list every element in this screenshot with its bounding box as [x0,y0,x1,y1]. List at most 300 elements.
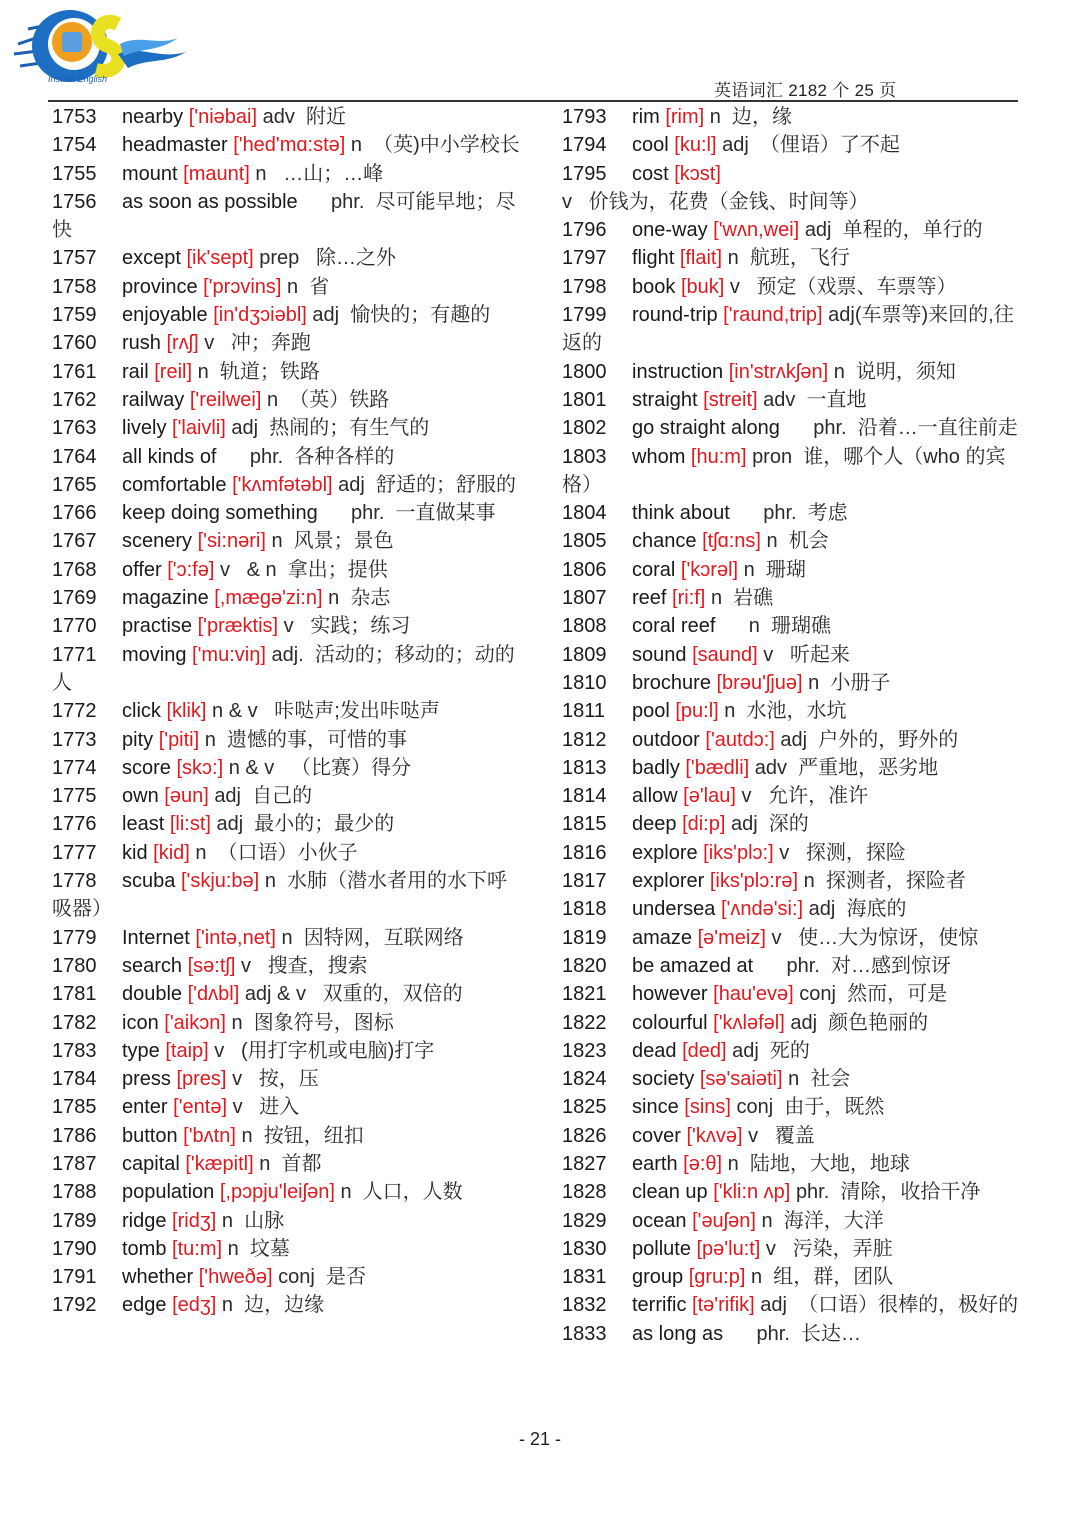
entry-word: magazine [122,587,209,610]
entry-phonetic: ['præktis] [197,615,279,638]
vocab-entry [52,612,522,640]
entry-word: nearby [122,106,184,128]
entry-number: 1788 [52,1181,97,1204]
entry-word: least [122,813,165,836]
entry-word: double [122,983,183,1006]
vocab-entry [562,1263,1032,1291]
entry-definition: adj （口语）很棒的，极好的 [760,1294,1019,1317]
entry-number: 1821 [562,983,607,1006]
entry-definition: n 边，缘 [709,106,793,128]
entry-definition: adj 自己的 [214,785,313,808]
entry-word: edge [122,1294,167,1317]
entry-word: whom [632,445,686,468]
vocab-entry [562,1150,1032,1178]
entry-word: province [122,275,198,298]
entry-definition: adj(车票等)来回的,往返的 [562,304,1014,355]
entry-phonetic: [sins] [684,1096,731,1119]
vocab-entry [562,697,1032,725]
entry-phonetic: ['kli:n ʌp] [713,1181,791,1204]
entry-number: 1806 [562,558,607,581]
entry-definition: n & v （比赛）得分 [228,756,411,779]
entry-word: badly [632,756,680,779]
entry-definition: adj 死的 [732,1039,810,1062]
entry-word: round-trip [632,304,718,327]
entry-definition: n …山；…峰 [255,162,384,185]
entry-word: tomb [122,1237,167,1260]
entry-definition: v 听起来 [763,643,850,666]
entry-number: 1829 [562,1209,607,1232]
entry-number: 1778 [52,870,97,893]
entry-number: 1753 [52,106,97,128]
entry-number: 1784 [52,1068,97,1091]
vocab-entry [562,1037,1032,1065]
entry-word: comfortable [122,473,227,496]
vocab-entry [562,726,1032,754]
entry-number: 1798 [562,275,607,298]
vocab-entry [562,131,1032,159]
vocab-entry [562,443,1032,500]
entry-number: 1773 [52,728,97,751]
entry-number: 1822 [562,1011,607,1034]
entry-word: dead [632,1039,677,1062]
entry-word: rail [122,360,149,383]
vocab-entry [52,273,522,301]
entry-phonetic: [streit] [703,388,758,411]
vocab-entry [52,924,522,952]
entry-word: coral [632,558,676,581]
entry-word: mount [122,162,178,185]
entry-number: 1826 [562,1124,607,1147]
entry-definition: adj 户外的，野外的 [780,728,959,751]
entry-word: group [632,1266,684,1289]
entry-word: book [632,275,676,298]
entry-definition: n 杂志 [328,587,391,610]
entry-phonetic: [ə'meiz] [697,926,766,949]
entry-number: 1782 [52,1011,97,1034]
entry-definition: n 珊瑚 [743,558,806,581]
vocab-entry [52,1037,522,1065]
vocab-entry [562,952,1032,980]
entry-word: terrific [632,1294,687,1317]
entry-number: 1757 [52,247,97,270]
entry-phonetic: [in'dʒɔiəbl] [213,304,307,327]
entry-word: kid [122,841,148,864]
entry-number: 1828 [562,1181,607,1204]
entry-definition: adj 愉快的；有趣的 [312,304,491,327]
entry-word: icon [122,1011,159,1034]
vocab-entry [562,1235,1032,1263]
svg-text:Instant English: Instant English [48,74,108,84]
entry-word: offer [122,558,162,581]
entry-word: outdoor [632,728,700,751]
entry-word: sound [632,643,687,666]
vocab-entry [52,980,522,1008]
vocab-entry [562,244,1032,272]
entry-definition: v 探测，探险 [779,841,906,864]
vocab-entry [52,584,522,612]
entry-number: 1831 [562,1266,607,1289]
vocab-entry [52,782,522,810]
entry-phonetic: [taip] [165,1039,209,1062]
entry-word: click [122,700,161,723]
vocab-entry [52,952,522,980]
entry-word: as long as [632,1322,724,1345]
entry-definition: n 水肺（潜水者用的水下呼吸器） [52,870,508,921]
entry-number: 1823 [562,1039,607,1062]
entry-phonetic: [ri:f] [672,587,706,610]
entry-phonetic: ['wʌn,wei] [713,219,800,242]
entry-definition: n 首都 [259,1152,322,1175]
entry-word: cover [632,1124,681,1147]
vocab-entry [52,726,522,754]
entry-number: 1791 [52,1266,97,1289]
entry-definition: n 说明，须知 [833,360,956,383]
entry-word: all kinds of [122,445,217,468]
entry-definition: v 价钱为，花费（金钱、时间等） [562,190,869,213]
entry-phonetic: [rim] [665,106,705,128]
entry-number: 1789 [52,1209,97,1232]
entry-number: 1762 [52,388,97,411]
vocab-column-left [52,103,522,1320]
entry-word: cost [632,162,669,185]
entry-definition: n 轨道；铁路 [197,360,320,383]
vocab-entry [52,499,522,527]
entry-definition: pron 谁，哪个人（who 的宾格） [562,445,1006,496]
entry-word: keep doing something [122,502,318,525]
vocab-entry [52,1291,522,1319]
entry-number: 1825 [562,1096,607,1119]
entry-definition: n 山脉 [221,1209,285,1232]
entry-definition: adj 单程的，单行的 [804,219,983,242]
entry-phonetic: ['kɔrəl] [680,558,739,581]
vocab-entry [52,103,522,131]
vocab-entry [52,1235,522,1263]
entry-word: pool [632,700,670,723]
entry-definition: n 风景；景色 [271,530,394,553]
entry-number: 1804 [562,502,607,525]
entry-definition: n （英）铁路 [267,388,390,411]
entry-word: own [122,785,159,808]
entry-number: 1760 [52,332,97,355]
entry-definition: adj 热闹的；有生气的 [231,417,430,440]
entry-number: 1807 [562,587,607,610]
entry-definition: n 陆地，大地，地球 [727,1152,910,1175]
entry-number: 1765 [52,473,97,496]
vocab-entry [562,754,1032,782]
entry-phonetic: ['kæpitl] [185,1152,254,1175]
entry-word: scenery [122,530,193,553]
entry-phonetic: [edʒ] [172,1294,217,1317]
entry-phonetic: [flait] [679,247,723,270]
entry-definition: n 因特网，互联网络 [281,926,464,949]
vocab-entry [52,160,522,188]
entry-number: 1819 [562,926,607,949]
entry-number: 1827 [562,1152,607,1175]
entry-number: 1830 [562,1237,607,1260]
entry-phonetic: ['kʌvə] [686,1124,743,1147]
entry-word: coral reef [632,615,716,638]
entry-definition: n & v 咔哒声;发出咔哒声 [212,700,440,723]
entry-word: enjoyable [122,304,208,327]
entry-number: 1766 [52,502,97,525]
vocab-entry [52,1065,522,1093]
entry-phonetic: [saund] [692,643,758,666]
entry-phonetic: ['hed'mɑ:stə] [233,134,346,157]
entry-number: 1776 [52,813,97,836]
vocab-entry [52,527,522,555]
entry-definition: n 坟墓 [227,1237,290,1260]
entry-phonetic: ['ʌndə'si:] [720,898,804,921]
entry-definition: v 覆盖 [748,1124,815,1147]
entry-definition: adj （俚语）了不起 [722,134,900,157]
entry-number: 1787 [52,1152,97,1175]
entry-definition: adv 严重地，恶劣地 [754,756,939,779]
entry-word: straight [632,388,698,411]
entry-phonetic: ['entə] [173,1096,228,1119]
entry-definition: adv 附近 [262,106,346,128]
entry-definition: n 小册子 [808,671,891,694]
entry-word: chance [632,530,697,553]
entry-definition: n 遗憾的事，可惜的事 [204,728,407,751]
vocab-entry [52,301,522,329]
vocab-column-right [562,103,1032,1348]
entry-definition: phr. 对…感到惊讶 [758,954,952,977]
entry-number: 1809 [562,643,607,666]
vocab-entry [52,839,522,867]
vocab-entry [562,839,1032,867]
vocab-entry [562,584,1032,612]
entry-phonetic: [klik] [166,700,207,723]
entry-number: 1758 [52,275,97,298]
entry-definition: v 使…大为惊讶，使惊 [771,926,979,949]
vocab-entry [562,301,1032,358]
entry-number: 1808 [562,615,607,638]
entry-number: 1816 [562,841,607,864]
vocab-entry [562,867,1032,895]
vocab-entry [562,1291,1032,1319]
entry-word: deep [632,813,677,836]
entry-phonetic: [,pɔpju'leiʃən] [219,1181,335,1204]
entry-word: button [122,1124,178,1147]
entry-phonetic: [pu:l] [675,700,719,723]
vocab-entry [562,527,1032,555]
vocab-entry [562,612,1032,640]
entry-word: search [122,954,183,977]
entry-definition: phr. 各种各样的 [222,445,395,468]
entry-definition: phr. 考虑 [735,502,848,525]
entry-definition: n 人口，人数 [340,1181,463,1204]
entry-definition: n 省 [287,275,330,298]
vocab-entry [52,1150,522,1178]
vocab-entry [562,895,1032,923]
vocab-entry [52,1122,522,1150]
document-header-title: 英语词汇 2182 个 25 页 [714,81,897,100]
vocab-entry [52,414,522,442]
vocab-entry [52,697,522,725]
vocab-entry [562,1207,1032,1235]
entry-definition: v 进入 [232,1096,300,1119]
vocab-entry [562,669,1032,697]
vocab-entry [52,810,522,838]
entry-phonetic: [li:st] [169,813,211,836]
vocab-entry [52,188,522,245]
entry-word: be amazed at [632,954,754,977]
entry-word: headmaster [122,134,228,157]
vocab-entry [52,1009,522,1037]
entry-definition: phr. 一直做某事 [323,502,496,525]
entry-number: 1800 [562,360,607,383]
entry-phonetic: [di:p] [682,813,726,836]
entry-definition: v 搜查，搜索 [240,954,368,977]
entry-word: pity [122,728,154,751]
entry-word: one-way [632,219,708,242]
entry-word: reef [632,587,667,610]
entry-definition: n （口语）小伙子 [195,841,358,864]
entry-word: population [122,1181,215,1204]
vocab-entry [52,1207,522,1235]
entry-word: railway [122,388,185,411]
entry-phonetic: [in'strʌkʃən] [728,360,829,383]
entry-phonetic: ['mu:viŋ] [192,643,266,666]
entry-number: 1755 [52,162,97,185]
entry-definition: n 组，群，团队 [750,1266,894,1289]
entry-phonetic: ['intə,net] [195,926,276,949]
vocab-entry [562,924,1032,952]
entry-definition: adj 深的 [730,813,809,836]
entry-word: enter [122,1096,168,1119]
entry-number: 1768 [52,558,97,581]
entry-phonetic: [reil] [154,360,193,383]
vocab-entry [562,273,1032,301]
entry-phonetic: ['prɔvins] [203,275,282,298]
vocab-entry [562,1122,1032,1150]
entry-phonetic: ['skju:bə] [180,870,260,893]
entry-number: 1767 [52,530,97,553]
entry-number: 1832 [562,1294,607,1317]
entry-number: 1759 [52,304,97,327]
entry-number: 1797 [562,247,607,270]
entry-phonetic: [kɔst] [674,162,721,185]
entry-definition: n （英)中小学校长 [350,134,520,157]
entry-definition: n 航班，飞行 [727,247,850,270]
entry-word: Internet [122,926,190,949]
entry-number: 1833 [562,1322,607,1345]
entry-phonetic: [ded] [682,1039,727,1062]
entry-phonetic: [tu:m] [172,1237,223,1260]
entry-definition: adj. 活动的；移动的；动的人 [52,643,515,694]
entry-word: score [122,756,171,779]
entry-phonetic: ['laivli] [172,417,226,440]
entry-word: moving [122,643,187,666]
entry-number: 1795 [562,162,607,185]
vocab-entry [52,329,522,357]
vocab-entry [52,358,522,386]
entry-number: 1785 [52,1096,97,1119]
vocab-entry [562,1009,1032,1037]
entry-definition: conj 是否 [278,1266,366,1289]
entry-word: clean up [632,1181,708,1204]
entry-word: earth [632,1152,678,1175]
vocab-entry [52,867,522,924]
entry-word: lively [122,417,167,440]
vocab-entry [562,358,1032,386]
entry-word: except [122,247,181,270]
entry-number: 1805 [562,530,607,553]
vocab-entry [562,980,1032,1008]
entry-definition: adv 一直地 [763,388,867,411]
entry-definition: adj 舒适的；舒服的 [338,473,516,496]
entry-number: 1783 [52,1039,97,1062]
entry-definition: n 水池，水坑 [724,700,847,723]
entry-definition: n 边，边缘 [221,1294,325,1317]
entry-definition: phr. 清除，收拾干净 [795,1181,981,1204]
entry-number: 1824 [562,1068,607,1091]
entry-word: rim [632,106,660,128]
vocab-entry [52,1263,522,1291]
entry-phonetic: [ə'lau] [683,785,736,808]
entry-phonetic: [gru:p] [688,1266,746,1289]
entry-phonetic: [kid] [153,841,190,864]
entry-definition: n 珊瑚礁 [720,615,831,638]
entry-number: 1764 [52,445,97,468]
entry-word: ridge [122,1209,167,1232]
entry-phonetic: [maunt] [183,162,250,185]
entry-number: 1811 [562,700,606,723]
entry-number: 1763 [52,417,97,440]
entry-number: 1754 [52,134,97,157]
entry-word: explorer [632,870,705,893]
entry-word: capital [122,1152,180,1175]
entry-phonetic: [,mægə'zi:n] [214,587,323,610]
vocab-entry [52,641,522,698]
entry-number: 1790 [52,1237,97,1260]
entry-phonetic: [hu:m] [690,445,747,468]
entry-definition: conj 然而，可是 [799,983,948,1006]
entry-phonetic: [ik'sept] [186,247,254,270]
entry-definition: adj 最小的；最少的 [216,813,395,836]
entry-definition: n 探测者，探险者 [803,870,966,893]
entry-number: 1793 [562,106,607,128]
entry-number: 1814 [562,785,607,808]
entry-word: type [122,1039,160,1062]
vocab-entry [52,244,522,272]
entry-phonetic: ['si:nəri] [197,530,266,553]
entry-number: 1812 [562,728,607,751]
entry-phonetic: [pres] [176,1068,227,1091]
entry-phonetic: ['ɔ:fə] [167,558,215,581]
vocab-entry [52,471,522,499]
entry-word: cool [632,134,669,157]
entry-number: 1756 [52,190,97,213]
entry-word: society [632,1068,695,1091]
entry-word: since [632,1096,679,1119]
entry-number: 1792 [52,1294,97,1317]
entry-phonetic: ['niəbai] [188,106,258,128]
vocab-entry [562,1065,1032,1093]
entry-phonetic: [pə'lu:t] [696,1237,761,1260]
entry-word: go straight along [632,417,780,440]
entry-number: 1779 [52,926,97,949]
entry-phonetic: [rʌʃ] [166,332,199,355]
entry-definition: adj & v 双重的，双倍的 [244,983,463,1006]
entry-definition: phr. 尽可能早地；尽快 [52,190,516,242]
entry-number: 1817 [562,870,607,893]
entry-definition: phr. 沿着…一直往前走 [785,417,1018,440]
entry-definition: v & n 拿出；提供 [219,558,388,581]
entry-number: 1769 [52,587,97,610]
entry-word: amaze [632,926,693,949]
entry-phonetic: ['bædli] [685,756,750,779]
